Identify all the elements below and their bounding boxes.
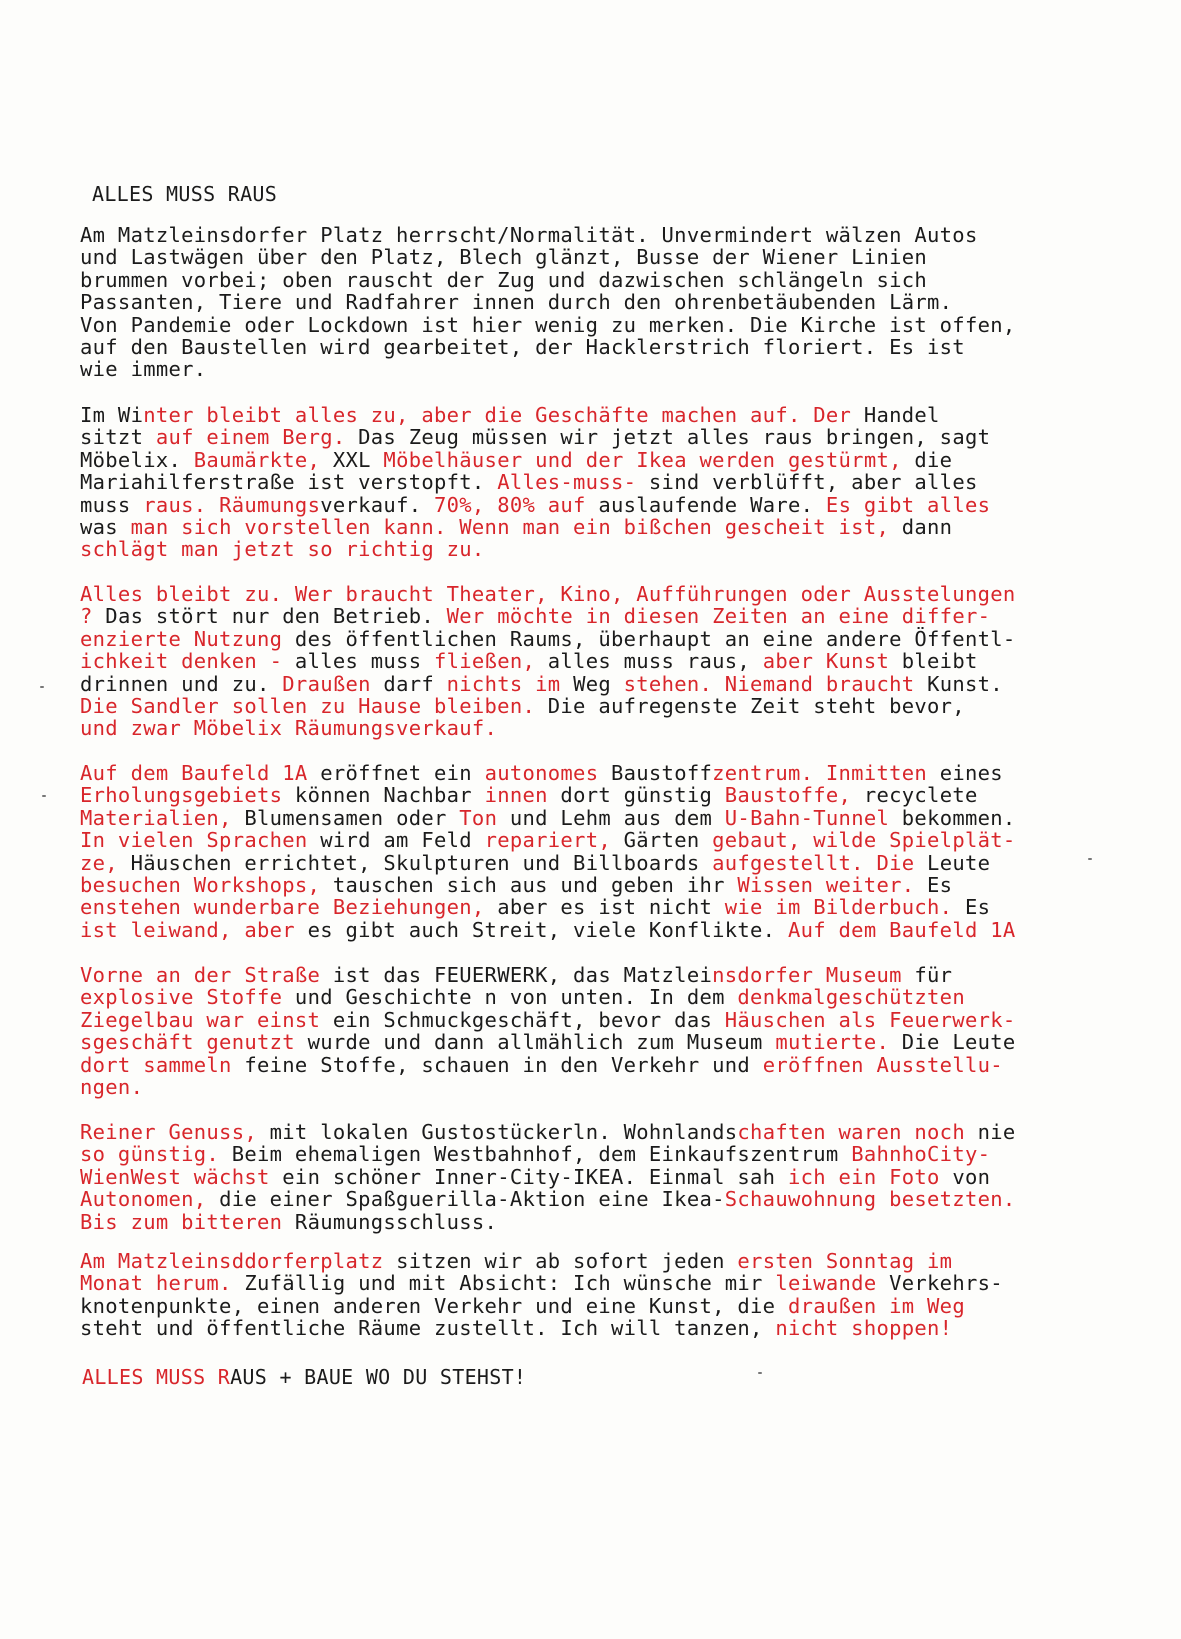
- black-text-segment: Das stört nur den Betrieb.: [105, 604, 447, 629]
- red-text-segment: ?: [80, 604, 106, 629]
- red-text-segment: ersten Sonntag im: [737, 1249, 953, 1273]
- text-line: [80, 673, 1016, 695]
- red-text-segment: ngen.: [80, 1074, 144, 1099]
- paragraph-7: [80, 1250, 1003, 1340]
- black-text-segment: recyclete: [863, 783, 978, 808]
- red-text-segment: Ton: [459, 805, 510, 830]
- text-line: [80, 494, 990, 516]
- red-text-segment: Draußen: [282, 671, 384, 696]
- text-line: [80, 896, 1016, 918]
- black-text-segment: wird am Feld: [320, 828, 485, 853]
- black-text-segment: wie immer.: [80, 357, 207, 382]
- text-line: [80, 404, 990, 426]
- black-text-segment: Leute: [927, 850, 991, 875]
- red-text-segment: WienWest wächst: [80, 1164, 283, 1189]
- text-line: [80, 695, 1016, 717]
- black-text-segment: Blumensamen oder: [244, 805, 460, 830]
- red-text-segment: schlägt man jetzt so richtig zu.: [80, 537, 485, 562]
- text-line: [80, 1295, 1003, 1317]
- red-text-segment: dort sammeln: [80, 1052, 245, 1077]
- text-line: [80, 224, 1016, 246]
- red-text-segment: enzierte Nutzung: [80, 626, 295, 651]
- red-text-segment: 70%, 80% auf: [434, 492, 599, 517]
- black-text-segment: einen anderen Verkehr und eine Kunst, die: [257, 1293, 788, 1318]
- black-text-segment: eröffnet ein: [320, 761, 485, 785]
- black-text-segment: Kunst.: [927, 671, 1003, 696]
- text-line: [80, 1054, 1016, 1076]
- closing-line: [82, 1365, 526, 1389]
- black-text-segment: sitzen wir ab sofort jeden: [396, 1249, 738, 1273]
- black-text-segment: Mariahilferstraße ist verstopft.: [80, 470, 498, 495]
- black-text-segment: und Lastwägen über den Platz, Blech glänzt, Busse der Wiener Linien: [80, 245, 928, 270]
- red-text-segment: enstehen wunderbare Beziehungen,: [80, 895, 498, 920]
- red-text-segment: nter bleibt alles zu, aber die Geschäfte machen auf. Der: [143, 403, 864, 427]
- text-line: [80, 628, 1016, 650]
- red-text-segment: Auf dem Baufeld 1A: [787, 917, 1016, 942]
- black-text-segment: ein Schmuckgeschäft, bevor das: [332, 1007, 725, 1032]
- text-line: [80, 717, 1016, 739]
- text-line: [80, 784, 1016, 806]
- black-text-segment: ein schöner Inner-City-IKEA. Einmal sah: [282, 1164, 788, 1189]
- black-text-segment: sitzt: [80, 425, 156, 450]
- red-text-segment: nsdorfer Museum: [712, 963, 915, 987]
- red-text-segment: raus. Räumungs: [143, 492, 321, 517]
- red-text-segment: wie im Bilderbuch.: [724, 895, 965, 920]
- paragraph-2: [80, 404, 990, 561]
- red-text-segment: Schauwohnung besetzten.: [724, 1187, 1016, 1212]
- red-text-segment: ze,: [80, 850, 131, 875]
- black-text-segment: mit lokalen Gustostückerln. Wohnlands: [269, 1120, 738, 1144]
- text-line: [80, 336, 1016, 358]
- text-line: [80, 852, 1016, 874]
- black-text-segment: und Billboards: [522, 850, 713, 875]
- red-text-segment: nichts im: [446, 671, 574, 696]
- black-text-segment: nie: [977, 1120, 1016, 1144]
- text-line: [80, 1211, 1016, 1233]
- red-text-segment: explosive Stoffe: [80, 985, 295, 1010]
- black-text-segment: tauschen sich aus und geben ihr: [332, 872, 738, 897]
- red-text-segment: ist leiwand, aber: [80, 917, 308, 942]
- black-text-segment: Gärten: [623, 828, 713, 853]
- text-line: [80, 829, 1016, 851]
- text-line: [80, 1272, 1003, 1294]
- text-line: [80, 1166, 1016, 1188]
- text-line: [80, 1317, 1003, 1339]
- red-text-segment: fließen,: [433, 649, 548, 674]
- red-text-segment: Erholungsgebiets: [80, 783, 295, 808]
- black-text-segment: Die Leute: [901, 1030, 1016, 1055]
- black-text-segment: eines: [939, 761, 1003, 785]
- text-line: [80, 964, 1016, 986]
- red-text-segment: In vielen Sprachen: [80, 828, 321, 853]
- black-text-segment: drinnen und zu.: [80, 671, 283, 696]
- black-text-segment: dort günstig: [560, 783, 725, 808]
- red-text-segment: gebaut, wilde Spielplät-: [712, 828, 1016, 853]
- text-line: [80, 605, 1016, 627]
- black-text-segment: Handel: [863, 403, 940, 427]
- text-line: [80, 291, 1016, 313]
- black-text-segment: sind verblüfft, aber alles: [648, 470, 978, 495]
- black-text-segment: Am Matzleinsdorfer Platz herrscht/Normalität. Unvermindert wälzen Autos: [80, 223, 978, 247]
- black-text-segment: steht: [80, 1316, 156, 1341]
- black-text-segment: Im Wi: [80, 403, 144, 427]
- text-line: [80, 1250, 1003, 1272]
- black-text-segment: darf: [383, 671, 447, 696]
- black-text-segment: Es: [927, 872, 953, 897]
- black-text-segment: AUS + BAUE WO DU STEHST!: [230, 1365, 527, 1389]
- black-text-segment: Baustoff: [610, 761, 713, 785]
- black-text-segment: und Lehm aus dem: [509, 805, 725, 830]
- paragraph-5: [80, 964, 1016, 1098]
- red-text-segment: Monat herum.: [80, 1271, 245, 1296]
- red-text-segment: mutierte.: [775, 1030, 902, 1055]
- black-text-segment: Häuschen errichtet, Skulpturen: [130, 850, 523, 875]
- black-text-segment: ist das FEUERWERK, das Matzlei: [332, 963, 713, 987]
- black-text-segment: und öffentliche Räume zustellt. Ich will tanzen,: [155, 1316, 776, 1341]
- red-text-segment: eröffnen Ausstellu-: [762, 1052, 1003, 1077]
- red-text-segment: Baustoffe,: [724, 783, 864, 808]
- black-text-segment: auf den Baustellen wird gearbeitet, der Hacklerstrich floriert. Es ist: [80, 334, 965, 359]
- text-line: [80, 426, 990, 448]
- red-text-segment: Materialien,: [80, 805, 245, 830]
- text-line: [80, 1009, 1016, 1031]
- red-text-segment: Reiner Genuss,: [80, 1120, 270, 1144]
- black-text-segment: Zufällig und mit Absicht: Ich wünsche mir: [244, 1271, 776, 1296]
- red-text-segment: Bis zum bitteren: [80, 1209, 295, 1234]
- red-text-segment: innen: [484, 783, 561, 808]
- text-line: [80, 583, 1016, 605]
- text-line: [80, 1143, 1016, 1165]
- red-text-segment: Möbelhäuser und der Ikea werden gestürmt,: [383, 447, 915, 472]
- black-text-segment: alles muss: [294, 649, 434, 674]
- red-text-segment: Die Sandler sollen zu Hause bleiben.: [80, 693, 548, 718]
- black-text-segment: alles muss raus,: [547, 649, 763, 674]
- red-text-segment: denkmalgeschützten: [737, 985, 965, 1010]
- black-text-segment: was: [80, 514, 131, 539]
- black-text-segment: Die aufregenste Zeit steht bevor,: [547, 693, 965, 718]
- black-text-segment: brummen vorbei; oben rauscht der Zug und dazwischen schlängeln sich: [80, 267, 928, 292]
- red-text-segment: Häuschen als Feuerwerk-: [724, 1007, 1016, 1032]
- red-text-segment: Alles-muss-: [497, 470, 649, 495]
- text-line: [80, 874, 1016, 896]
- text-line: [80, 1076, 1016, 1098]
- red-text-segment: Autonomen,: [80, 1187, 220, 1212]
- text-line: [80, 807, 1016, 829]
- text-line: [80, 471, 990, 493]
- paragraph-6: [80, 1121, 1016, 1233]
- black-text-segment: Verkehrs-: [889, 1271, 1003, 1296]
- red-text-segment: ichkeit denken -: [80, 649, 295, 674]
- red-text-segment: auf einem Berg.: [155, 425, 359, 450]
- red-text-segment: besuchen Workshops,: [80, 872, 333, 897]
- red-text-segment: Auf dem Baufeld 1A: [80, 761, 321, 785]
- black-text-segment: Räumungsschluss.: [294, 1209, 498, 1234]
- red-text-segment: so günstig.: [80, 1142, 232, 1167]
- paragraph-1: [80, 224, 1016, 381]
- red-text-segment: nicht shoppen!: [775, 1316, 953, 1341]
- black-text-segment: XXL: [332, 447, 384, 472]
- red-text-segment: Alles bleibt zu. Wer braucht Theater, Kino, Aufführungen oder Ausstelungen: [80, 582, 1016, 606]
- red-text-segment: und zwar Möbelix Räumungsverkauf.: [80, 716, 498, 741]
- red-text-segment: zentrum. Inmitten: [712, 761, 940, 785]
- black-text-segment: die: [914, 447, 953, 472]
- red-text-segment: Baumärkte,: [193, 447, 333, 472]
- red-text-segment: Vorne an der Straße: [80, 963, 333, 987]
- black-text-segment: des öffentlichen Raums, überhaupt an eine andere Öffentl-: [294, 626, 1016, 651]
- document-title: ALLES MUSS RAUS: [92, 182, 278, 206]
- ink-speck: [40, 686, 44, 688]
- text-line: [80, 986, 1016, 1008]
- black-text-segment: knotenpunkte,: [80, 1293, 257, 1318]
- text-line: [80, 919, 1016, 941]
- black-text-segment: Weg: [573, 671, 624, 696]
- red-text-segment: Wissen weiter.: [737, 872, 928, 897]
- text-line: [80, 516, 990, 538]
- text-line: [80, 1188, 1016, 1210]
- black-text-segment: bekommen.: [901, 805, 1016, 830]
- red-text-segment: Es gibt alles: [825, 492, 991, 517]
- text-line: [80, 358, 1016, 380]
- red-text-segment: sgeschäft genutzt: [80, 1030, 308, 1055]
- red-text-segment: stehen. Niemand braucht: [623, 671, 928, 696]
- red-text-segment: Ziegelbau war einst: [80, 1007, 333, 1032]
- text-line: [80, 1031, 1016, 1053]
- black-text-segment: dann: [901, 514, 953, 539]
- black-text-segment: muss: [80, 492, 144, 517]
- red-text-segment: BahnhoCity-: [851, 1142, 991, 1167]
- black-text-segment: Beim ehemaligen Westbahnhof, dem Einkaufszentrum: [231, 1142, 852, 1167]
- red-text-segment: leiwande: [775, 1271, 890, 1296]
- black-text-segment: die einer Spaßguerilla-Aktion eine Ikea-: [219, 1187, 725, 1212]
- red-text-segment: Am Matzleinsddorferplatz: [80, 1249, 397, 1273]
- black-text-segment: verkauf.: [320, 492, 434, 517]
- black-text-segment: aber es ist nicht: [497, 895, 725, 920]
- black-text-segment: es gibt auch Streit, viele Konflikte.: [307, 917, 788, 942]
- black-text-segment: wurde und dann allmählich zum Museum: [307, 1030, 776, 1055]
- text-line: [80, 1121, 1016, 1143]
- black-text-segment: bleibt: [901, 649, 978, 674]
- black-text-segment: von: [952, 1164, 991, 1189]
- red-text-segment: draußen im Weg: [787, 1293, 965, 1318]
- text-line: [80, 762, 1016, 784]
- paragraph-3: [80, 583, 1016, 740]
- black-text-segment: Von Pandemie oder Lockdown ist hier wenig zu merken. Die Kirche ist offen,: [80, 312, 1016, 337]
- red-text-segment: autonomes: [484, 761, 611, 785]
- text-line: [80, 538, 990, 560]
- ink-speck: [42, 795, 46, 797]
- black-text-segment: Es: [964, 895, 991, 920]
- black-text-segment: Möbelix.: [80, 447, 194, 472]
- red-text-segment: chaften waren noch: [737, 1120, 978, 1144]
- red-text-segment: man sich vorstellen kann. Wenn man ein bißchen gescheit ist,: [130, 514, 902, 539]
- red-text-segment: ich ein Foto: [787, 1164, 953, 1189]
- black-text-segment: können Nachbar: [294, 783, 485, 808]
- black-text-segment: feine Stoffe, schauen in den Verkehr und: [244, 1052, 763, 1077]
- black-text-segment: auslaufende Ware.: [598, 492, 826, 517]
- black-text-segment: Passanten, Tiere und Radfahrer innen durch den ohrenbetäubenden Lärm.: [80, 290, 953, 315]
- text-line: [80, 314, 1016, 336]
- black-text-segment: für: [914, 963, 953, 987]
- text-line: [80, 650, 1016, 672]
- black-text-segment: Das Zeug müssen wir jetzt alles raus bringen, sagt: [358, 425, 991, 450]
- red-text-segment: ALLES MUSS R: [82, 1365, 231, 1389]
- text-line: [80, 246, 1016, 268]
- red-text-segment: aufgestellt. Die: [712, 850, 928, 875]
- ink-speck: [1088, 858, 1092, 860]
- red-text-segment: U-Bahn-Tunnel: [724, 805, 902, 830]
- black-text-segment: und Geschichte n von unten. In dem: [294, 985, 738, 1010]
- red-text-segment: repariert,: [484, 828, 624, 853]
- text-line: [80, 269, 1016, 291]
- red-text-segment: Wer möchte in diesen Zeiten an eine differ-: [446, 604, 991, 629]
- text-line: [80, 449, 990, 471]
- paragraph-4: [80, 762, 1016, 941]
- ink-speck: [758, 1372, 762, 1374]
- red-text-segment: aber Kunst: [762, 649, 902, 674]
